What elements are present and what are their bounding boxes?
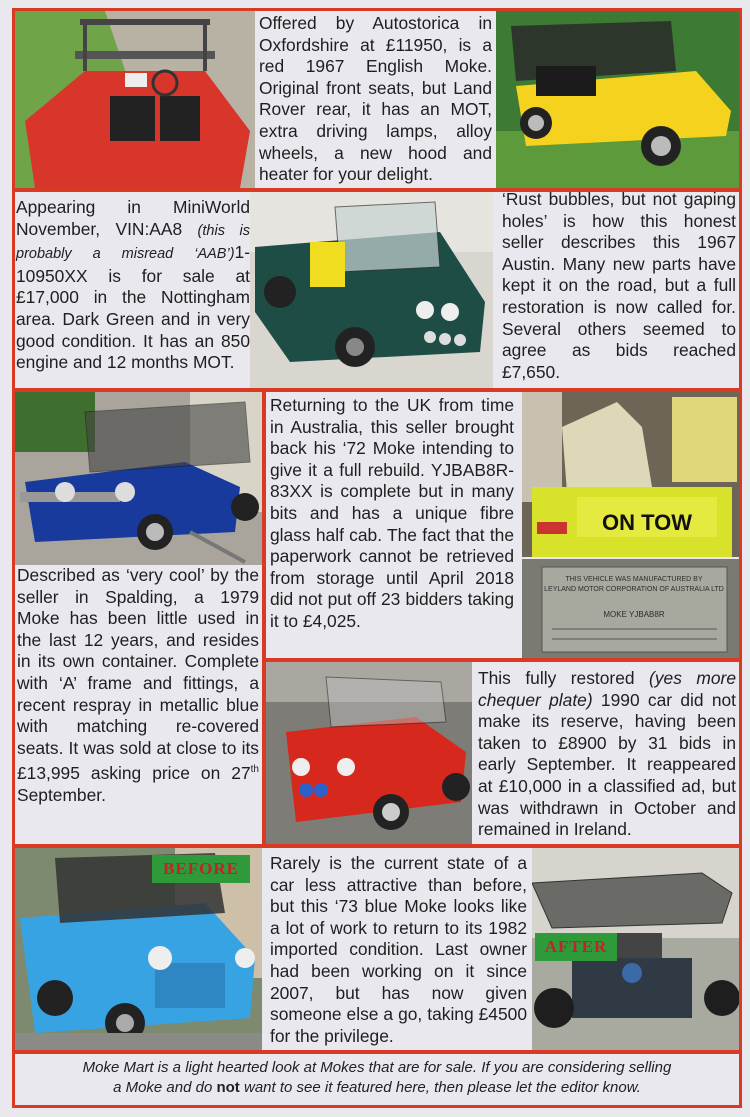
australia-text: Returning to the UK from time in Australia, this seller brought back his ‘72 Moke intending to give it a full rebuild. YJBAB8R-83XX is complete but in many bits and has a unique fibre glass half cab. The fact that the paperwork cannot be retrieved from storage until April 2018 did not put off 23 bidders taking it to £4,025. (270, 395, 514, 631)
plate-line2: LEYLAND MOTOR CORPORATION OF AUSTRALIA LTD (544, 586, 724, 593)
vehicle-plate-photo (522, 559, 739, 658)
red-restored-moke-photo (266, 662, 472, 844)
footer-line2c: want to see it featured here, then please let the editor know. (239, 1079, 641, 1096)
footer-line2 (18, 1078, 736, 1098)
restored-text-italic: (yes more chequer plate) (478, 668, 736, 710)
spalding-text (17, 565, 259, 806)
rust-text: ‘Rust bubbles, but not gaping holes’ is how this honest seller describes this 1967 Austin. Many new parts have kept it on the road, but a full restoration is now called for. Several others seemed to agree as bids reached £7,650. (502, 189, 736, 382)
spalding-text-sup: th (250, 764, 259, 776)
autostorica-text: Offered by Autostorica in Oxfordshire at £11950, is a red 1967 English Moke. Original front seats, but Land Rover rear, it has an MOT, extra driving lamps, alloy wheels, a new hood and heater for your delight. (259, 13, 492, 185)
yellow-moke-photo (496, 11, 739, 188)
restored-text-pre: This fully restored (478, 668, 650, 688)
plate-line1: THIS VEHICLE WAS MANUFACTURED BY (565, 576, 703, 583)
restored-text-post: 1990 car did not make its reserve, having been taken to £8900 by 31 bids in early September. It reappeared at £10,000 in a classified ad, but was withdrawn in October and remained in Ireland. (478, 689, 736, 840)
red-moke-photo (15, 11, 255, 188)
green-moke-photo (250, 192, 493, 388)
blue73-text: Rarely is the current state of a car less attractive than before, but this ‘73 blue Moke looks like a lot of work to return to its 1982 imported condition. Last owner had been working on it since 2007, but has now given someone else a go, taking £4500 for the privilege. (270, 853, 527, 1046)
miniworld-text-post: 1-10950XX is for sale at £17,000 in the Nottingham area. Dark Green and in very good condition. It has an 850 engine and 12 months MOT. (16, 242, 250, 373)
spalding-text-tail: September. (17, 784, 106, 805)
footer-note (18, 1058, 736, 1098)
on-tow-label: ON TOW (601, 510, 693, 535)
before-tag: BEFORE (152, 855, 250, 883)
miniworld-text-pre: Appearing in MiniWorld November, VIN:AA8 (16, 197, 250, 239)
restored-text (478, 668, 736, 841)
miniworld-text-italic: (this is probably a misread ‘AAB’) (16, 222, 250, 263)
plate-line3: MOKE YJBAB8R (603, 610, 665, 619)
footer-line2a: a Moke and do (113, 1079, 217, 1096)
footer-line1: Moke Mart is a light hearted look at Mokes that are for sale. If you are considering selling (82, 1059, 672, 1076)
spalding-text-main: Described as ‘very cool’ by the seller in Spalding, a 1979 Moke has been little used in the last 12 years, and resides in its own container. Complete with ‘A’ frame and fittings, a recent respray in metallic blue with matching re-covered seats. It was sold at close to its £13,995 asking price on 27 (17, 565, 259, 784)
on-tow-moke-photo (522, 392, 739, 557)
after-tag: AFTER (535, 933, 617, 961)
blue-moke-trailer-photo (15, 392, 262, 565)
footer-line2b: not (216, 1079, 240, 1096)
miniworld-text (16, 197, 250, 374)
